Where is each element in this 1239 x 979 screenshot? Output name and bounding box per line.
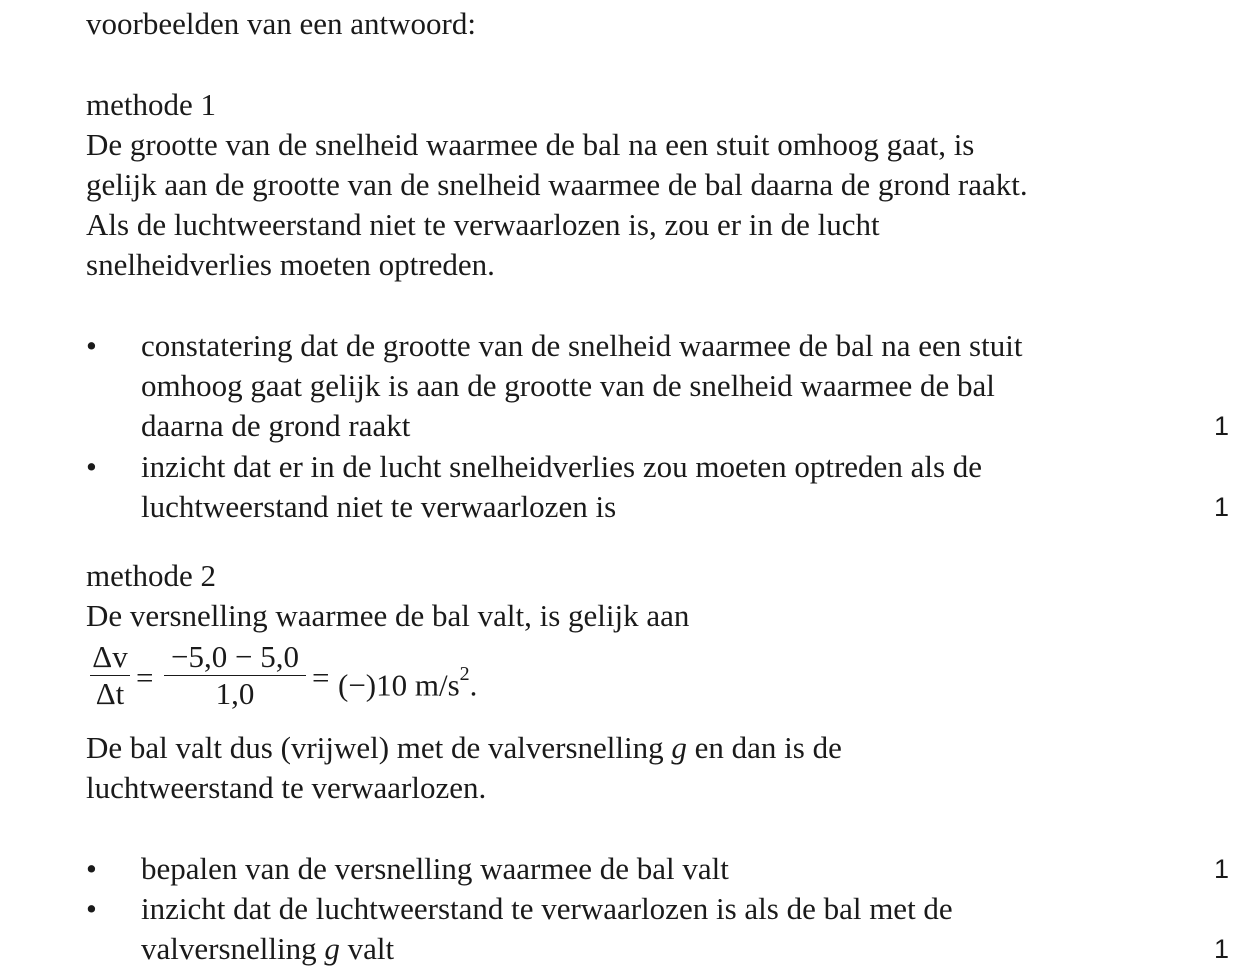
- bullet-icon: •: [86, 328, 97, 363]
- method2-bullet-2: [86, 889, 1239, 929]
- method1-bullet-1: [86, 326, 1239, 366]
- variable-g: g: [324, 931, 340, 966]
- bullet-text-line: omhoog gaat gelijk is aan de grootte van de snelheid waarmee de bal: [141, 368, 995, 403]
- equals-sign: =: [312, 660, 330, 695]
- method2-title: methode 2: [86, 558, 216, 593]
- score-value: 1: [1213, 934, 1229, 964]
- bullet-text-line: valversnelling g valt: [141, 931, 395, 966]
- acceleration-formula: [86, 640, 686, 720]
- bullet-text-line: constatering dat de grootte van de snelheid waarmee de bal na een stuit: [141, 328, 1023, 363]
- method1-bullet-2: [86, 447, 1239, 487]
- answer-key-page: [86, 0, 1239, 979]
- formula-result: (−)10 $m/s^2$.: [338, 663, 478, 703]
- fraction-numerator: −5,0 − 5,0: [171, 639, 299, 674]
- intro-heading: voorbeelden van een antwoord:: [86, 6, 476, 41]
- bullet-text-line: luchtweerstand niet te verwaarlozen is: [141, 489, 617, 524]
- method2-bullet-2-cont: [86, 929, 1239, 969]
- method1-title: methode 1: [86, 87, 216, 122]
- fraction-denominator: Δt: [95, 676, 125, 711]
- method1-bullet-2-cont: [86, 487, 1239, 527]
- fraction-numerator: Δv: [92, 639, 128, 674]
- bullet-text-line: bepalen van de versnelling waarmee de bal valt: [141, 851, 729, 886]
- method2-bullet-1: [86, 849, 1239, 889]
- score-value: 1: [1213, 492, 1229, 522]
- bullet-icon: •: [86, 449, 97, 484]
- bullet-text-line: inzicht dat er in de lucht snelheidverlies zou moeten optreden als de: [141, 449, 983, 484]
- fraction-values: [164, 640, 306, 711]
- variable-g: g: [671, 730, 687, 765]
- fraction-dv-dt: [90, 640, 130, 711]
- method1-paragraph-line: De grootte van de snelheid waarmee de bal na een stuit omhoog gaat, is: [86, 127, 975, 162]
- method1-bullet-1-cont: [86, 366, 1239, 406]
- bullet-text-line: inzicht dat de luchtweerstand te verwaarlozen is als de bal met de: [141, 891, 953, 926]
- exponent: 2: [459, 663, 470, 685]
- method1-bullet-1-cont: [86, 406, 1239, 446]
- bullet-icon: •: [86, 851, 97, 886]
- method1-paragraph-line: gelijk aan de grootte van de snelheid waarmee de bal daarna de grond raakt.: [86, 167, 1028, 202]
- fraction-denominator: 1,0: [215, 676, 255, 711]
- score-value: 1: [1213, 411, 1229, 441]
- bullet-text-line: daarna de grond raakt: [141, 408, 411, 443]
- method1-paragraph-line: Als de luchtweerstand niet te verwaarlozen is, zou er in de lucht: [86, 207, 880, 242]
- method2-intro-line: De versnelling waarmee de bal valt, is gelijk aan: [86, 598, 690, 633]
- method1-paragraph-line: snelheidverlies moeten optreden.: [86, 247, 495, 282]
- bullet-icon: •: [86, 891, 97, 926]
- score-value: 1: [1213, 854, 1229, 884]
- method2-conclusion-line: De bal valt dus (vrijwel) met de valversnelling g en dan is de: [86, 730, 842, 765]
- equals-sign: =: [136, 660, 154, 695]
- method2-conclusion-line: luchtweerstand te verwaarlozen.: [86, 770, 487, 805]
